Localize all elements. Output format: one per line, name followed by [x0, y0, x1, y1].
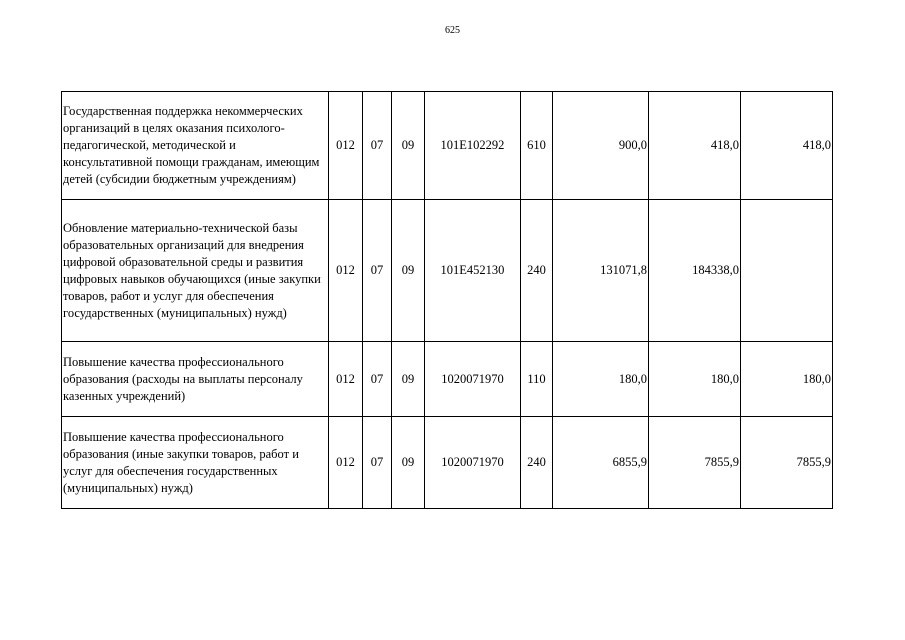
amount-3: 180,0	[741, 342, 833, 417]
target-article-code: 1020071970	[425, 417, 521, 509]
amount-3: 7855,9	[741, 417, 833, 509]
section-code: 07	[363, 342, 392, 417]
row-description: Обновление материально-технической базы образовательных организаций для внедрения цифровой образовательной среды и развития цифровых навыков обучающихся (иные закупки товаров, работ и услуг для обеспечения государственных (муниципальных) нужд)	[62, 200, 329, 342]
row-description: Повышение качества профессионального образования (иные закупки товаров, работ и услуг для обеспечения государственных (муниципальных) нужд)	[62, 417, 329, 509]
target-article-code: 101E102292	[425, 92, 521, 200]
ministry-code: 012	[329, 92, 363, 200]
section-code: 07	[363, 92, 392, 200]
amount-2: 184338,0	[649, 200, 741, 342]
amount-2: 7855,9	[649, 417, 741, 509]
subsection-code: 09	[392, 200, 425, 342]
target-article-code: 1020071970	[425, 342, 521, 417]
ministry-code: 012	[329, 342, 363, 417]
target-article-code: 101E452130	[425, 200, 521, 342]
amount-2: 180,0	[649, 342, 741, 417]
table-row	[62, 200, 833, 342]
subsection-code: 09	[392, 342, 425, 417]
page-number: 625	[445, 25, 460, 36]
expense-type-code: 240	[521, 200, 553, 342]
subsection-code: 09	[392, 92, 425, 200]
section-code: 07	[363, 417, 392, 509]
amount-2: 418,0	[649, 92, 741, 200]
section-code: 07	[363, 200, 392, 342]
subsection-code: 09	[392, 417, 425, 509]
amount-3	[741, 200, 833, 342]
table-row	[62, 417, 833, 509]
amount-1: 900,0	[553, 92, 649, 200]
expense-type-code: 610	[521, 92, 553, 200]
expense-type-code: 110	[521, 342, 553, 417]
expense-type-code: 240	[521, 417, 553, 509]
amount-1: 6855,9	[553, 417, 649, 509]
budget-table	[61, 91, 833, 509]
table-row	[62, 92, 833, 200]
table-row	[62, 342, 833, 417]
ministry-code: 012	[329, 200, 363, 342]
amount-3: 418,0	[741, 92, 833, 200]
amount-1: 180,0	[553, 342, 649, 417]
row-description: Государственная поддержка некоммерческих организаций в целях оказания психолого-педагогической, методической и консультативной помощи гражданам, имеющим детей (субсидии бюджетным учреждениям)	[62, 92, 329, 200]
row-description: Повышение качества профессионального образования (расходы на выплаты персоналу казенных учреждений)	[62, 342, 329, 417]
amount-1: 131071,8	[553, 200, 649, 342]
ministry-code: 012	[329, 417, 363, 509]
